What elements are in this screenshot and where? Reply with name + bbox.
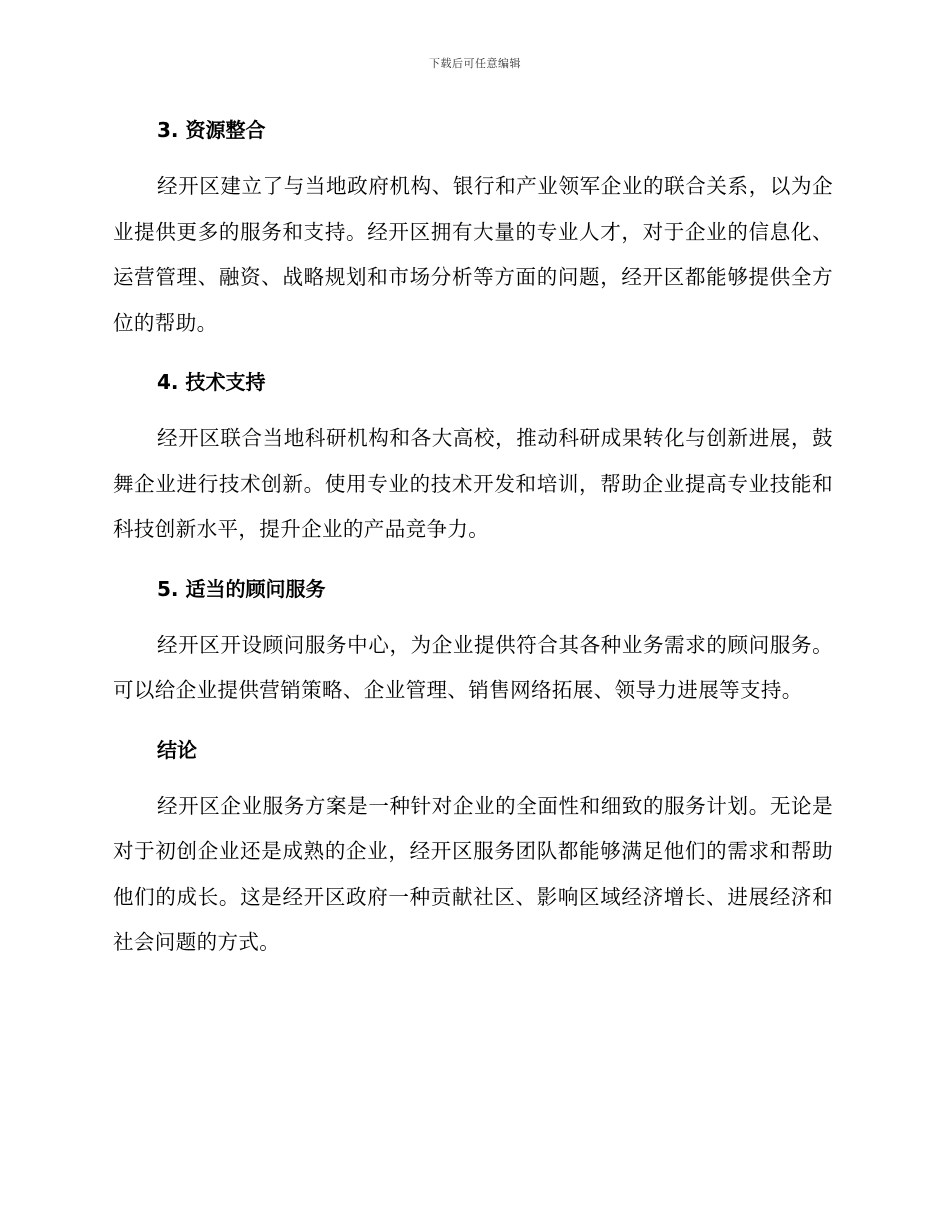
section-consulting-services [113,567,833,714]
section-paragraph: 经开区建立了与当地政府机构、银行和产业领军企业的联合关系，以为企业提供更多的服务和支持。经开区拥有大量的专业人才，对于企业的信息化、运营管理、融资、战略规划和市场分析等方面的问题，经开区都能够提供全方位的帮助。 [113,174,833,335]
section-paragraph: 经开区联合当地科研机构和各大高校，推动科研成果转化与创新进展，鼓舞企业进行技术创新。使用专业的技术开发和培训，帮助企业提高专业技能和科技创新水平，提升企业的产品竞争力。 [113,426,833,541]
page-header-note: 下载后可任意编辑 [429,57,521,70]
section-heading: 5. 适当的顾问服务 [157,576,326,601]
section-resource-integration [113,108,833,346]
section-paragraph: 经开区开设顾问服务中心，为企业提供符合其各种业务需求的顾问服务。可以给企业提供营销策略、企业管理、销售网络拓展、领导力进展等支持。 [113,632,833,702]
document-body [113,108,833,980]
section-technical-support [113,360,833,553]
section-heading: 4. 技术支持 [157,370,266,394]
section-heading: 结论 [157,737,197,762]
section-heading: 3. 资源整合 [157,118,266,142]
section-conclusion [113,728,833,966]
section-paragraph: 经开区企业服务方案是一种针对企业的全面性和细致的服务计划。无论是对于初创企业还是成熟的企业，经开区服务团队都能够满足他们的需求和帮助他们的成长。这是经开区政府一种贡献社区、影响区域经济增长、进展经济和社会问题的方式。 [113,793,833,954]
